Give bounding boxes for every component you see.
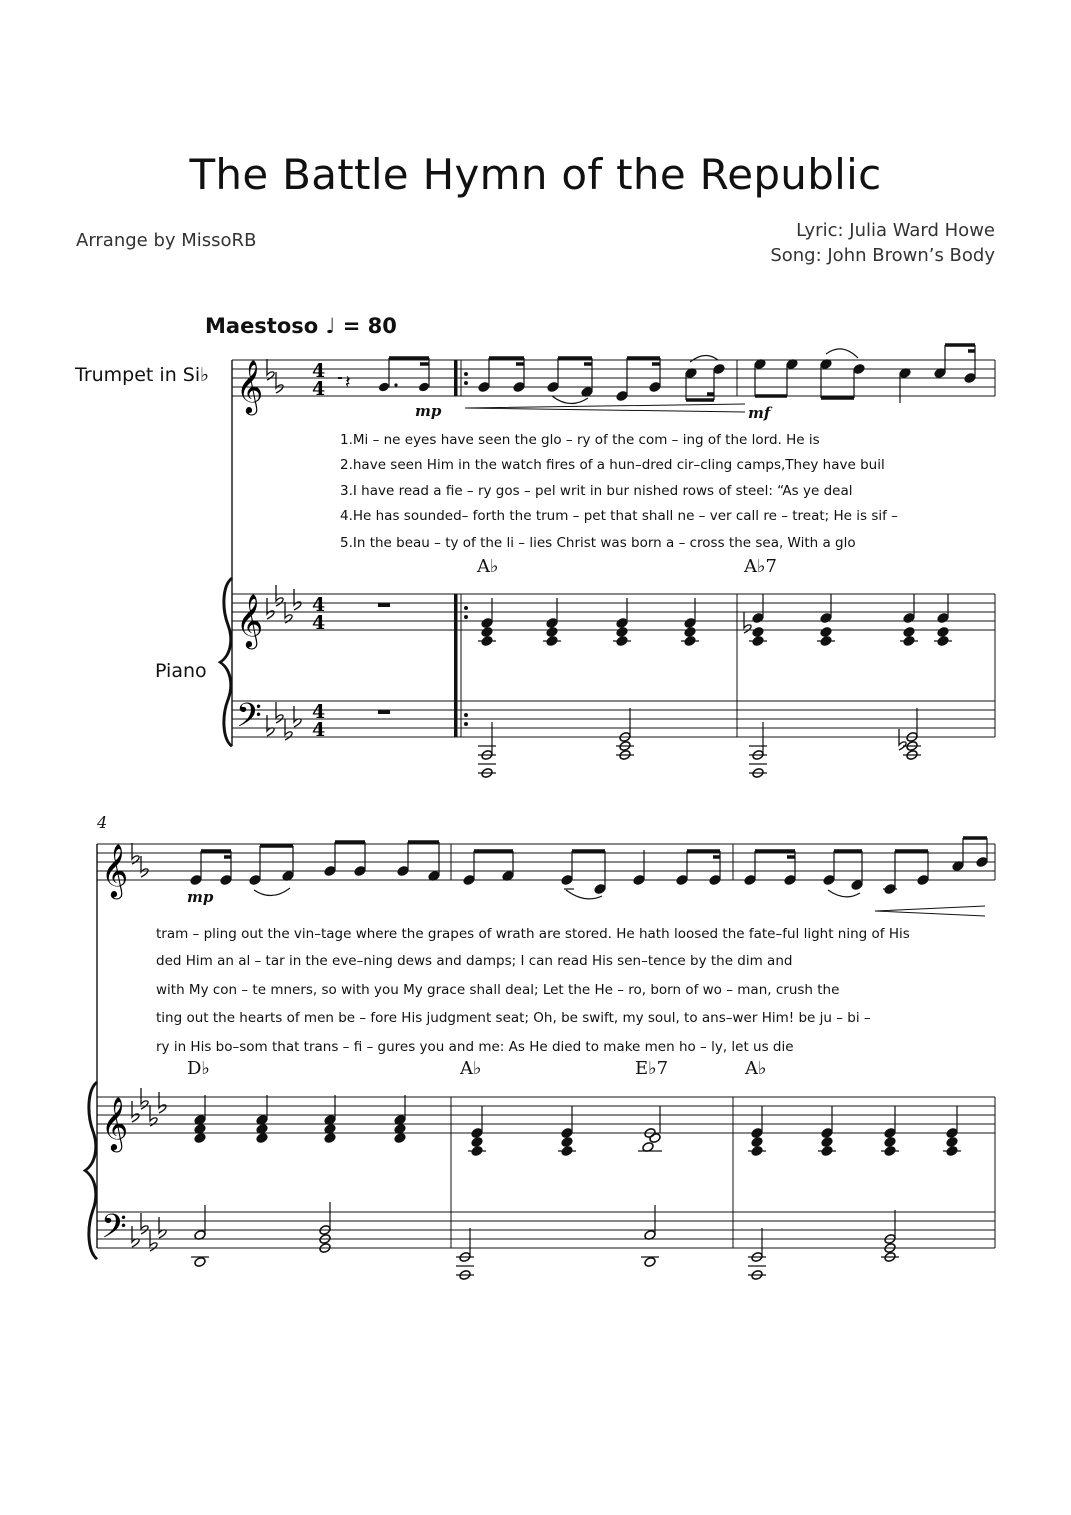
arranger-credit: Arrange by MissoRB — [76, 230, 257, 251]
lyric-line: 5.In the beau – ty of the li – lies Christ was born a – cross the sea, With a glo — [340, 535, 856, 551]
chord-symbol: A♭ — [460, 1058, 482, 1079]
time-signature-icon — [312, 360, 325, 741]
measure-number: 4 — [97, 813, 108, 832]
tempo-value: = 80 — [342, 314, 397, 338]
chord-symbol: E♭7 — [635, 1058, 669, 1079]
svg-text:4: 4 — [312, 594, 326, 616]
bass-clef-icon: 𝄢 — [101, 1208, 127, 1254]
key-signature-icon — [132, 843, 166, 1251]
lyric-line: tram – pling out the vin–tage where the grapes of wrath are stored. He hath loosed the fate–ful light ning of His — [156, 926, 910, 942]
svg-text:4: 4 — [312, 360, 326, 382]
svg-text:4: 4 — [312, 378, 326, 400]
treble-clef-icon: 𝄞 — [101, 843, 129, 897]
svg-text:4: 4 — [312, 701, 326, 723]
chord-symbol: A♭ — [477, 556, 499, 577]
instrument-label-piano: Piano — [155, 660, 207, 682]
quarter-note-icon: ♩ — [325, 314, 336, 338]
chord-symbol: A♭ — [745, 1058, 767, 1079]
page-title: The Battle Hymn of the Republic — [189, 150, 882, 199]
lyric-line: 2.have seen Him in the watch fires of a hun–dred cir–cling camps,They have buil — [340, 457, 885, 473]
treble-clef-icon: 𝄞 — [236, 359, 264, 413]
dynamic-mf: mf — [748, 404, 771, 422]
lyric-line: ry in His bo–som that trans – fi – gures you and me: As He died to make men ho – ly, let us die — [156, 1039, 794, 1055]
lyric-line: 4.He has sounded– forth the trum – pet that shall ne – ver call re – treat; He is sif – — [340, 508, 898, 524]
lyric-line: 1.Mi – ne eyes have seen the glo – ry of the com – ing of the lord. He is — [340, 432, 820, 448]
svg-text:𝄽: 𝄽 — [345, 372, 351, 393]
bass-clef-icon: 𝄢 — [236, 697, 262, 743]
chord-symbol: A♭7 — [744, 556, 777, 577]
treble-clef-icon: 𝄞 — [101, 1096, 129, 1150]
tempo-text: Maestoso — [205, 314, 319, 338]
svg-text:4: 4 — [312, 719, 326, 741]
chord-symbol: D♭ — [187, 1058, 210, 1079]
instrument-label-trumpet: Trumpet in Si♭ — [75, 364, 210, 386]
dynamic-mp-1: mp — [415, 402, 442, 420]
treble-clef-icon: 𝄞 — [236, 593, 264, 647]
key-signature-icon — [267, 359, 301, 740]
lyric-line: ded Him an al – tar in the eve–ning dews and damps; I can read His sen–tence by the dim and — [156, 953, 793, 969]
lyric-line: with My con – te mners, so with you My grace shall deal; Let the He – ro, born of wo – man, crush the — [156, 982, 840, 998]
lyric-line: 3.I have read a fie – ry gos – pel writ in bur nished rows of steel: “As ye deal — [340, 483, 853, 499]
composer-credit: Song: John Brown’s Body — [770, 245, 995, 266]
lyric-line: ting out the hearts of men be – fore His judgment seat; Oh, be swift, my soul, to ans–wer Him! be ju – bi – — [156, 1010, 871, 1026]
lyricist-credit: Lyric: Julia Ward Howe — [796, 220, 995, 241]
dynamic-mp-2: mp — [187, 888, 214, 906]
svg-text:4: 4 — [312, 612, 326, 634]
